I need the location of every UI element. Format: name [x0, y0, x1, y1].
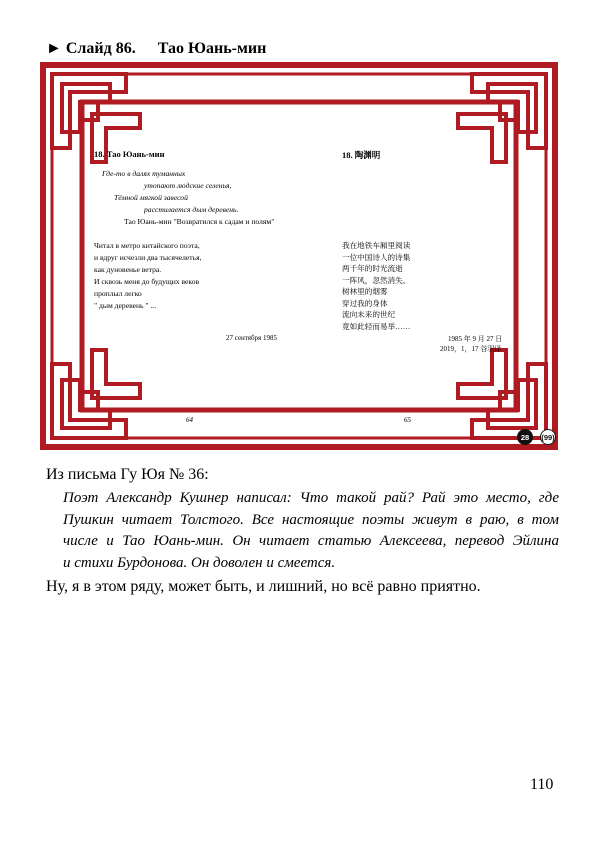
letter-quote — [63, 488, 559, 574]
poem-line: как дуновенье ветра. — [94, 265, 162, 274]
page-number: 110 — [530, 776, 554, 793]
cn-poem-line: 一位中国诗人的诗集 — [342, 252, 411, 262]
right-page-date: 1985 年 9 月 27 日 — [448, 335, 503, 343]
slide-total-badge: (99) — [540, 429, 556, 445]
poem-line: проплыл легко — [94, 289, 142, 298]
epigraph-line: утопают людские селенья, — [144, 181, 232, 190]
slide-name: Тао Юань-мин — [157, 40, 267, 57]
cn-poem-line: 穿过我的身体 — [342, 298, 388, 308]
epigraph-line: расстилается дым деревень. — [144, 205, 239, 214]
body-paragraph: Ну, я в этом ряду, может быть, и лишний, но всё равно приятно. — [46, 578, 481, 595]
translator-note: 2019，1，17 谷羽译 — [440, 345, 502, 353]
quote-line: и стихи Бурдонова. Он доволен и смеется. — [63, 554, 336, 571]
epigraph-line: Тёмной мягкой завесой — [114, 193, 188, 202]
left-page-title: 18. Тао Юань-мин — [94, 149, 165, 159]
cn-poem-line: 一阵风，忽然消失。 — [342, 275, 411, 285]
epigraph-line: Где-то в далях туманных — [102, 169, 186, 178]
quote-line: Пушкин читает Толстого. Все настоящие поэты живут в раю, в том — [63, 511, 559, 528]
slide-counter-badge: 28 — [517, 429, 533, 445]
slide-heading — [46, 40, 266, 58]
letter-heading: Из письма Гу Юя № 36: — [46, 466, 209, 483]
cn-poem-line: 树林里的烟雾 — [342, 287, 388, 296]
cn-poem-line: 我在地铁车厢里阅读 — [342, 241, 411, 250]
epigraph-attribution: Тао Юань-мин "Возвратился к садам и полям" — [124, 217, 275, 226]
quote-line: числе и Тао Юань-мин. Он читает статью Алексеева, перевод Эйлина — [63, 533, 559, 549]
poem-line: И сквозь меня до будущих веков — [94, 277, 200, 286]
arrow-icon: ► — [46, 40, 62, 57]
cn-poem-line: 竟如此轻而易举…… — [342, 321, 411, 331]
right-page-number: 65 — [404, 416, 411, 424]
slide-image — [40, 62, 558, 450]
left-page-number: 64 — [186, 416, 193, 424]
poem-line: Читал в метро китайского поэта, — [94, 241, 200, 250]
poem-line: " дым деревень " ... — [94, 301, 157, 310]
poem-line: и вдруг исчезли два тысячелетья, — [94, 253, 202, 262]
left-page-date: 27 сентября 1985 — [226, 334, 278, 342]
cn-poem-line: 两千年的时光流逝 — [342, 264, 403, 273]
cn-poem-line: 流向未来的世纪 — [342, 310, 396, 319]
right-page-title: 18. 陶渊明 — [342, 150, 381, 160]
quote-line: Поэт Александр Кушнер написал: Что такой рай? Рай это место, где — [63, 490, 559, 506]
slide-label: Слайд 86. — [65, 40, 136, 57]
